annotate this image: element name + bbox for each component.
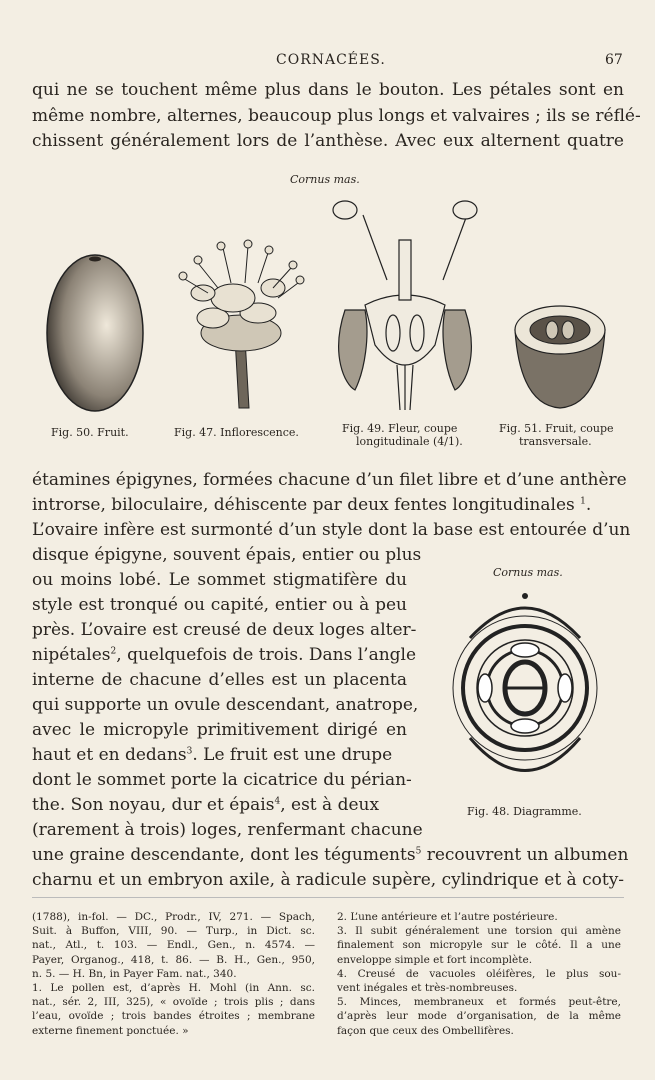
footnotes-right (337, 910, 621, 1038)
text-line: avec le micropyle primitivement dirigé en (32, 720, 407, 740)
footnote-line: vent inégales et très-nombreuses. (337, 982, 518, 995)
figure-group-title: Cornus mas. (290, 173, 360, 186)
text-line: the. Son noyau, dur et épais (32, 795, 275, 815)
diagram-title: Cornus mas. (493, 566, 563, 579)
footnote-line: externe finement ponctuée. » (32, 1024, 189, 1037)
text-line: disque épigyne, souvent épais, entier ou plus (32, 545, 422, 565)
fig-51-caption-line2: transversale. (519, 435, 592, 448)
text-line: dont le sommet porte la cicatrice du périan- (32, 770, 412, 790)
fig-51-caption-line1: Fig. 51. Fruit, coupe (499, 422, 614, 435)
footnote-line: enveloppe simple et fort incomplète. (337, 953, 533, 966)
footnote-line: nat., sér. 2, III, 325), « ovoïde ; trois plis ; dans (32, 996, 315, 1009)
footnotes-left (32, 910, 315, 1038)
footnote-line: 4. Creusé de vacuoles oléifères, le plus sou- (337, 967, 621, 980)
footnote-ref: 2 (110, 646, 117, 657)
fig-47-inflorescence-illustration (163, 238, 313, 413)
text-line: étamines épigynes, formées chacune d’un filet libre et d’une anthère (32, 470, 627, 490)
text-line: nipétales (32, 645, 111, 665)
text-line: introrse, biloculaire, déhiscente par deux fentes longitudinales (32, 495, 581, 515)
floral-diagram (445, 588, 605, 788)
footnote-ref: 4 (274, 796, 281, 807)
footnote-line: 3. Il subit généralement une torsion qui amène (337, 925, 621, 938)
text-line: interne de chacune d’elles est un placenta (32, 670, 407, 690)
text-line: ou moins lobé. Le sommet stigmatifère du (32, 570, 407, 590)
text-line: près. L’ovaire est creusé de deux loges alter- (32, 620, 417, 640)
text-line: haut et en dedans (32, 745, 187, 765)
text-line: , quelquefois de trois. Dans l’angle (116, 645, 417, 665)
text-line: . Le fruit est une drupe (192, 745, 393, 765)
text-line: même nombre, alternes, beaucoup plus longs et valvaires ; ils se réflé- (32, 106, 641, 126)
footnote-line: (1788), in-fol. — DC., Prodr., IV, 271. — Spach, (32, 911, 315, 923)
running-head (0, 52, 655, 72)
footnote-ref: 3 (186, 746, 193, 757)
footnote-line: façon que ceux des Ombellifères. (337, 1024, 514, 1037)
text-line: qui ne se touchent même plus dans le bouton. Les pétales sont en (32, 80, 624, 100)
text-line: style est tronqué ou capité, entier ou à peu (32, 595, 407, 615)
page-number: 67 (605, 52, 623, 68)
footnote-line: d’après leur mode d’organisation, de la même (337, 1010, 621, 1023)
text-line: charnu et un embryon axile, à radicule supère, cylindrique et à coty- (32, 870, 625, 890)
text-line: qui supporte un ovule descendant, anatrope, (32, 695, 419, 715)
fig-47-caption: Fig. 47. Inflorescence. (174, 426, 299, 439)
footnote-line: 2. L’une antérieure et l’autre postérieure. (337, 911, 558, 923)
footnote-ref: 1 (580, 496, 586, 507)
running-title: CORNACÉES. (276, 52, 386, 68)
text-line: (rarement à trois) loges, renfermant chacune (32, 820, 423, 840)
footnote-line: nat., Atl., t. 103. — Endl., Gen., n. 4574. — (32, 939, 315, 952)
footnote-line: l’eau, ovoïde ; trois bandes étroites ; membrane (32, 1010, 315, 1023)
footnote-line: 1. Le pollen est, d’après H. Mohl (in Ann. sc. (32, 982, 315, 995)
footnote-line: n. 5. — H. Bn, in Payer Fam. nat., 340. (32, 967, 237, 980)
text-line: recouvrent un albumen (421, 845, 629, 865)
fig-51-fruit-cross-section-illustration (510, 300, 610, 415)
text-line: chissent généralement lors de l’anthèse. Avec eux alternent quatre (32, 131, 624, 151)
footnote-divider (32, 897, 624, 898)
footnote-line: 5. Minces, membraneux et formés peut-être, (337, 996, 621, 1009)
fig-49-flower-section-illustration (325, 195, 485, 415)
footnote-ref: 5 (415, 846, 422, 857)
text-line: une graine descendante, dont les téguments (32, 845, 416, 865)
fig-49-caption-line1: Fig. 49. Fleur, coupe (342, 422, 458, 435)
footnote-line: Payer, Organog., 418, t. 86. — B. H., Gen., 950, (32, 953, 315, 966)
fig-49-caption-line2: longitudinale (4/1). (356, 435, 463, 448)
fig-50-caption: Fig. 50. Fruit. (51, 426, 129, 439)
footnote-line: Suit. à Buffon, VIII, 90. — Turp., in Dict. sc. (32, 925, 315, 938)
fig-50-fruit-illustration (40, 250, 150, 415)
diagram-caption: Fig. 48. Diagramme. (467, 805, 582, 818)
text-line: L’ovaire infère est surmonté d’un style dont la base est entourée d’un (32, 520, 631, 540)
footnote-line: finalement son micropyle sur le côté. Il a une (337, 939, 621, 952)
text-line: , est à deux (280, 795, 380, 815)
